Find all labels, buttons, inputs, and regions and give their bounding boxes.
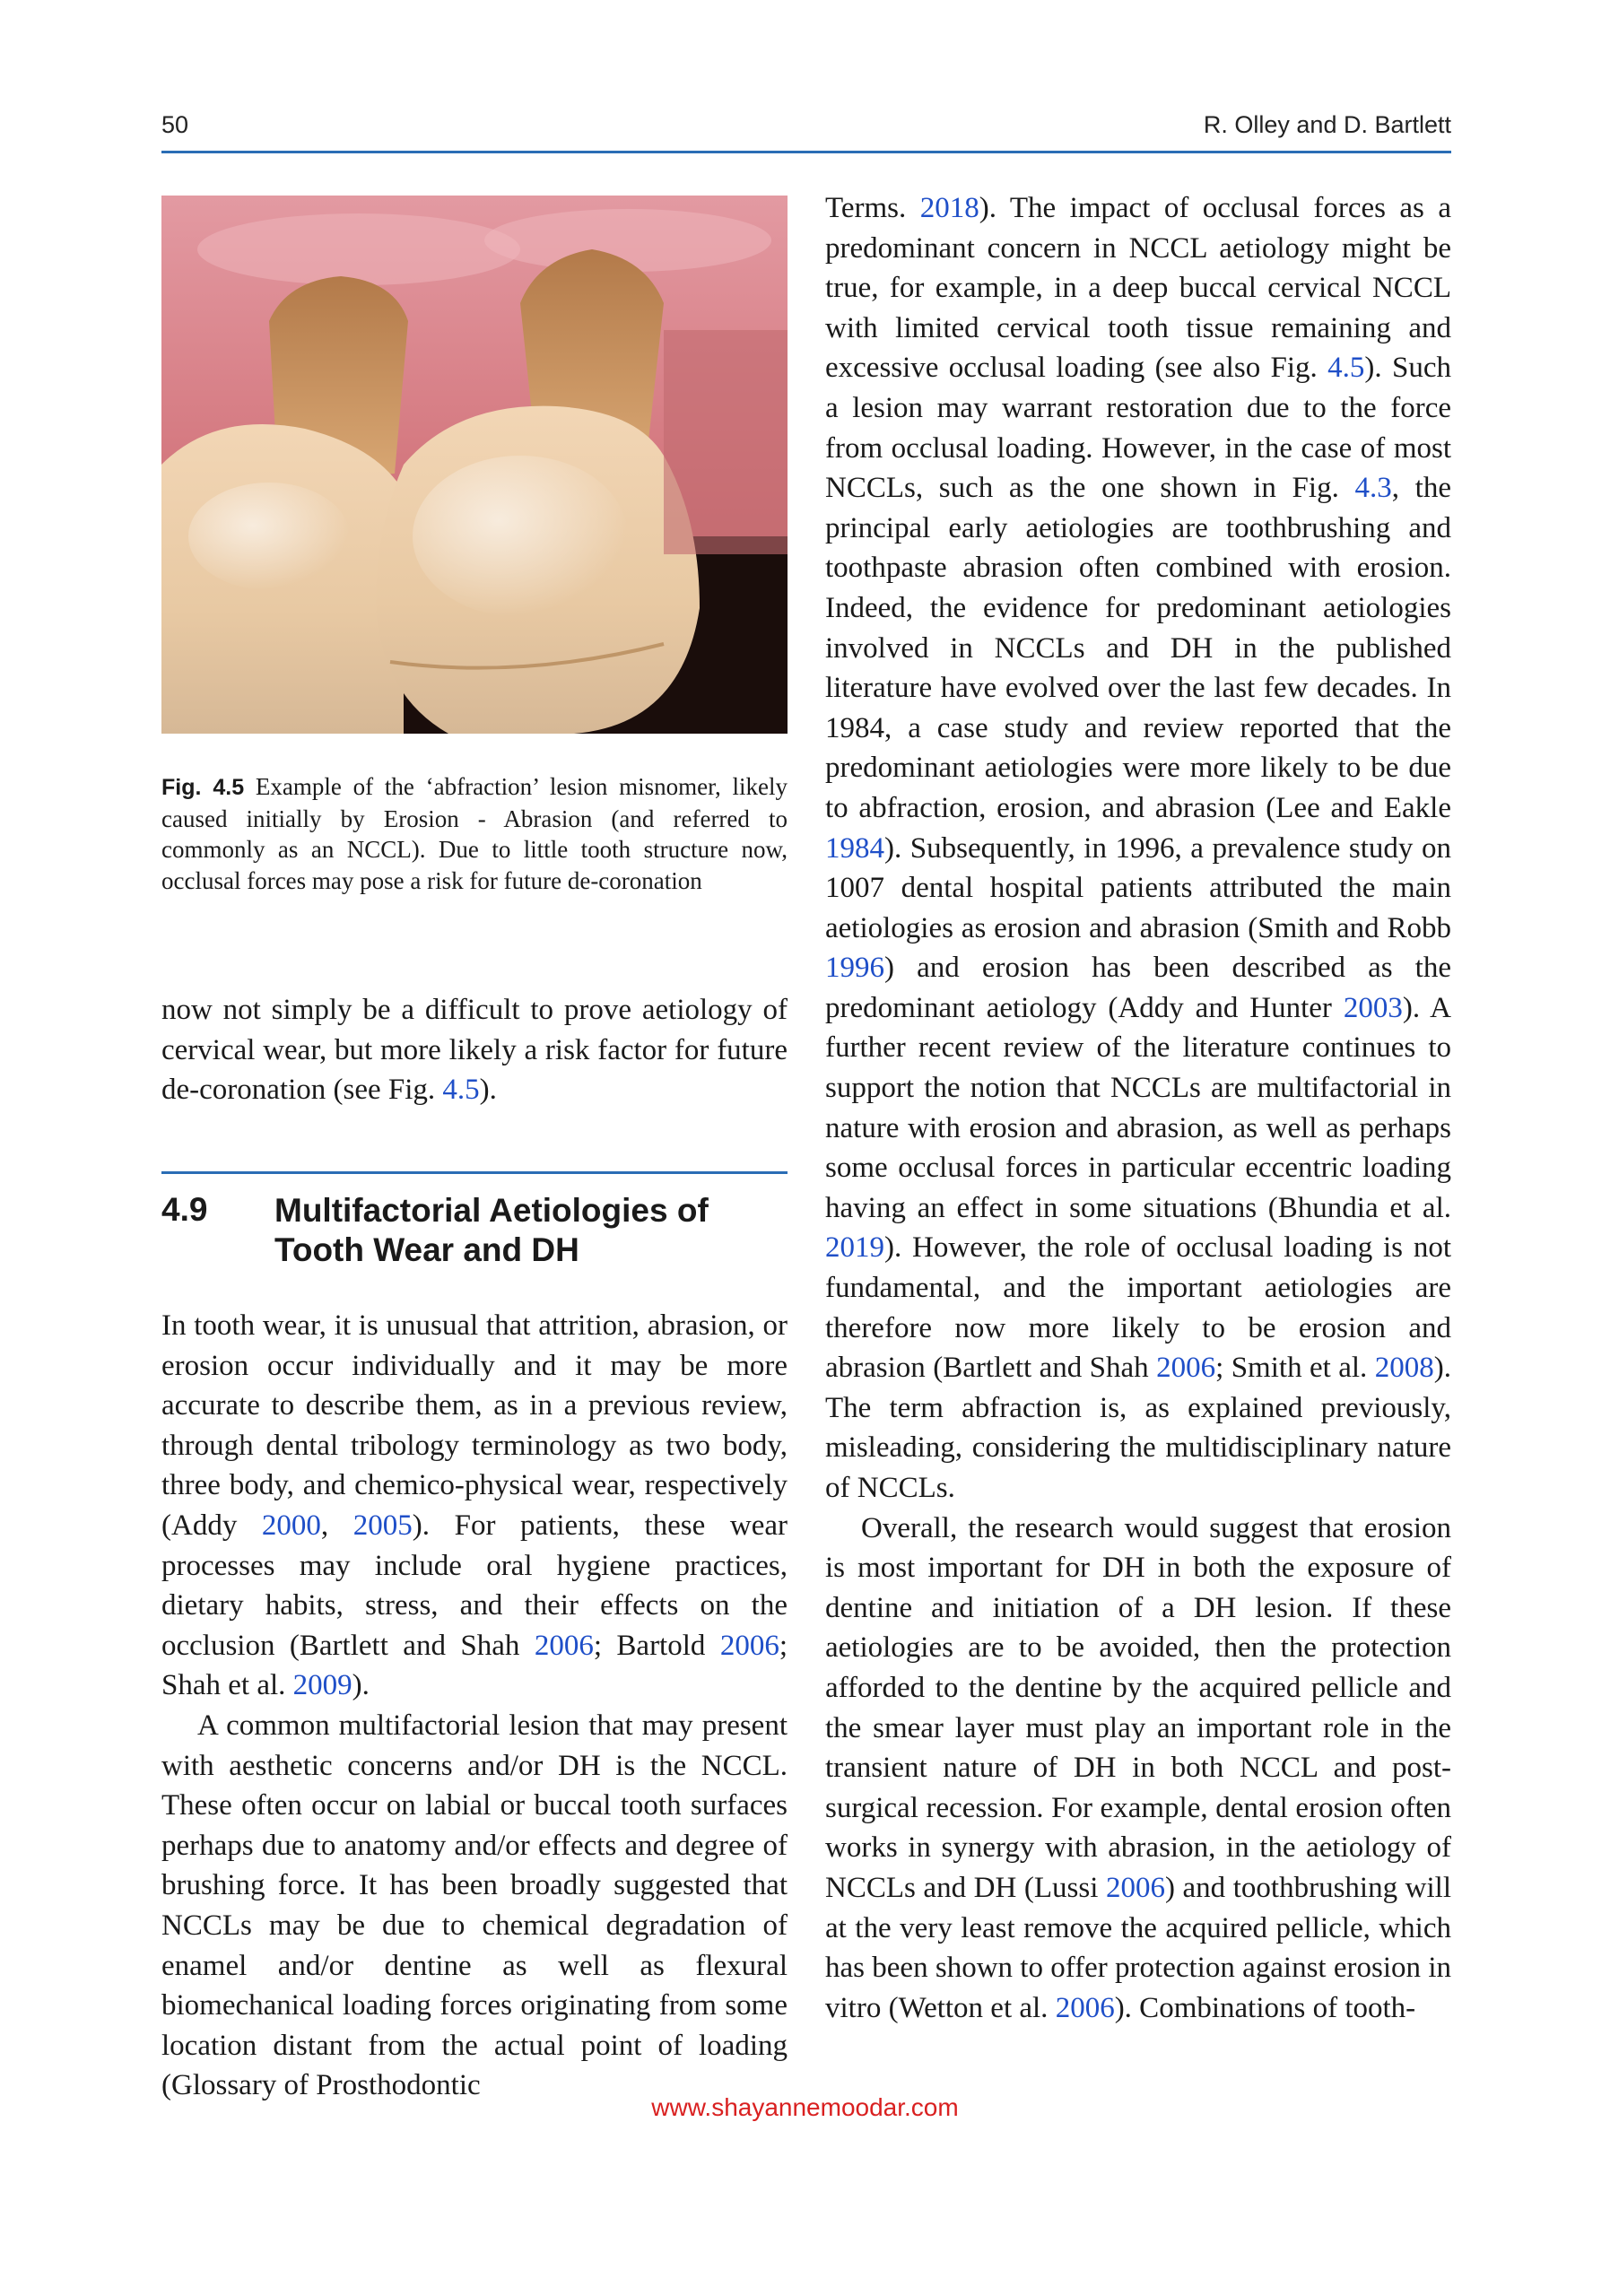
section-title: Multifactorial Aetiologies of Tooth Wear and DH [274, 1192, 709, 1268]
left-column-body [161, 1306, 788, 2106]
paragraph: A common multifactorial lesion that may present with aesthetic concerns and/or DH is the NCCL. These often occur on labial or buccal tooth surfaces perhaps due to anatomy and/or effects and degree of brushing force. It has been broadly suggested that NCCLs may be due to chemical degradation of enamel and/or dentine as well as flexural biomechanical loading forces originating from some location distant from the actual point of loading (Glossary of Prosthodontic [161, 1709, 788, 2102]
text-run: ). However, the role of occlusal loading is not fundamental, and the important aetiologies are therefore now more likely to be erosion and abrasion (Bartlett and Shah [825, 1231, 1451, 1385]
text-run: ). Subsequently, in 1996, a prevalence study on 1007 dental hospital patients attributed the main aetiologies as erosion and abrasion (Smith and Robb [825, 831, 1451, 944]
citation-link[interactable]: 2000 [261, 1509, 321, 1542]
paragraph [161, 1306, 788, 1706]
text-run: ; Bartold [593, 1629, 720, 1662]
citation-link[interactable]: 1996 [825, 952, 884, 985]
tooth-photo-illustration [161, 196, 788, 734]
figure-ref-link[interactable]: 4.3 [1354, 472, 1392, 505]
right-column [825, 188, 1451, 2028]
footer-url: www.shayannemoodar.com [651, 2093, 959, 2121]
figure-ref-link[interactable]: 4.5 [1327, 352, 1365, 385]
citation-link[interactable]: 2009 [292, 1669, 352, 1702]
text-run: ). Combinations of tooth- [1114, 1991, 1416, 2024]
text-run: ). A further recent review of the literature continues to support the notion that NCCLs are multifactorial in nature with erosion and abrasion, as well as perhaps some occlusal forces in particular eccentric loading having an effect in some situations (Bhundia et al. [825, 991, 1452, 1224]
left-column-top [161, 990, 788, 1110]
section-rule [161, 1171, 788, 1174]
text-run: Terms. [825, 192, 920, 224]
text-run: ). The impact of occlusal forces as a predominant concern in NCCL aetiology might be true, for example, in a deep buccal cervical NCCL with limited cervical tooth tissue remaining and excessive occlusal loading (see also Fig. [825, 192, 1451, 385]
citation-link[interactable]: 1984 [825, 831, 884, 865]
citation-link[interactable]: 2003 [1343, 991, 1403, 1024]
text-run: now not simply be a difficult to prove aetiology of cervical wear, but more likely a risk factor for future de-coronation (see Fig. [161, 994, 788, 1107]
figure-ref-link[interactable]: 4.5 [442, 1074, 480, 1107]
text-run: , [320, 1509, 353, 1542]
citation-link[interactable]: 2006 [534, 1629, 594, 1662]
text-run: In tooth wear, it is unusual that attrition, abrasion, or erosion occur individually and it may be more accurate to describe them, as in a previous review, through dental tribology terminology as two body, three body, and chemico-physical wear, respectively (Addy [161, 1309, 788, 1542]
running-head: R. Olley and D. Bartlett [1203, 111, 1451, 138]
text-run: ). [479, 1074, 497, 1107]
text-run: ). For patients, these wear processes may include oral hygiene practices, dietary habits, stress, and their effects on the occlusion (Bartlett and Shah [161, 1509, 788, 1662]
citation-link[interactable]: 2008 [1374, 1352, 1434, 1385]
text-run: ). Such a lesion may warrant restoration due to the force from occlusal loading. However, in the case of most NCCLs, such as the one shown in Fig. [825, 352, 1451, 505]
citation-link[interactable]: 2018 [919, 192, 979, 224]
header-rule [161, 151, 1451, 153]
text-run: Overall, the research would suggest that erosion is most important for DH in both the exposure of dentine and initiation of a DH lesion. If these aetiologies are to be avoided, then the protection afforded to the dentine by the acquired pellicle and the smear layer must play an important role in the transient nature of DH in both NCCL and post-surgical recession. For example, dental erosion often works in synergy with abrasion, in the aetiology of NCCLs and DH (Lussi [825, 1511, 1451, 1904]
text-run: ; Shah et al. [161, 1629, 788, 1702]
figure-caption [161, 771, 788, 896]
citation-link[interactable]: 2006 [719, 1629, 779, 1662]
text-run: , the principal early aetiologies are toothbrushing and toothpaste abrasion often combined with erosion. Indeed, the evidence for predominant aetiologies involved in NCCLs and DH in the published literature have evolved over the last few decades. In 1984, a case study and review reported that the predominant aetiologies were more likely to be due to abfraction, erosion, and abrasion (Lee and Eakle [825, 472, 1451, 824]
text-run: ). The term abfraction is, as explained previously, misleading, considering the multidisciplinary nature of NCCLs. [825, 1352, 1451, 1504]
paragraph [825, 188, 1451, 1509]
page-number: 50 [161, 111, 189, 138]
section-number: 4.9 [161, 1191, 208, 1228]
paragraph [825, 1509, 1451, 2029]
citation-link[interactable]: 2019 [825, 1231, 884, 1265]
citation-link[interactable]: 2006 [1105, 1871, 1165, 1904]
paragraph [161, 990, 788, 1110]
citation-link[interactable]: 2005 [352, 1509, 413, 1542]
figure-caption-label: Fig. 4.5 [161, 775, 245, 800]
text-run: ). [352, 1669, 370, 1702]
text-run: ; Smith et al. [1215, 1352, 1375, 1385]
figure-caption-text: Example of the ‘abfraction’ lesion misnomer, likely caused initially by Erosion - Abrasion (and referred to commonly as an NCCL). Due to little tooth structure now, occlusal forces may pose a risk for future de-coronation [161, 773, 788, 894]
text-run: ) and toothbrushing will at the very least remove the acquired pellicle, which has been shown to offer protection against erosion in vitro (Wetton et al. [825, 1871, 1451, 2024]
figure-photo [161, 196, 788, 734]
text-run: ) and erosion has been described as the predominant aetiology (Addy and Hunter [825, 952, 1451, 1024]
citation-link[interactable]: 2006 [1055, 1991, 1115, 2024]
citation-link[interactable]: 2006 [1156, 1352, 1216, 1385]
